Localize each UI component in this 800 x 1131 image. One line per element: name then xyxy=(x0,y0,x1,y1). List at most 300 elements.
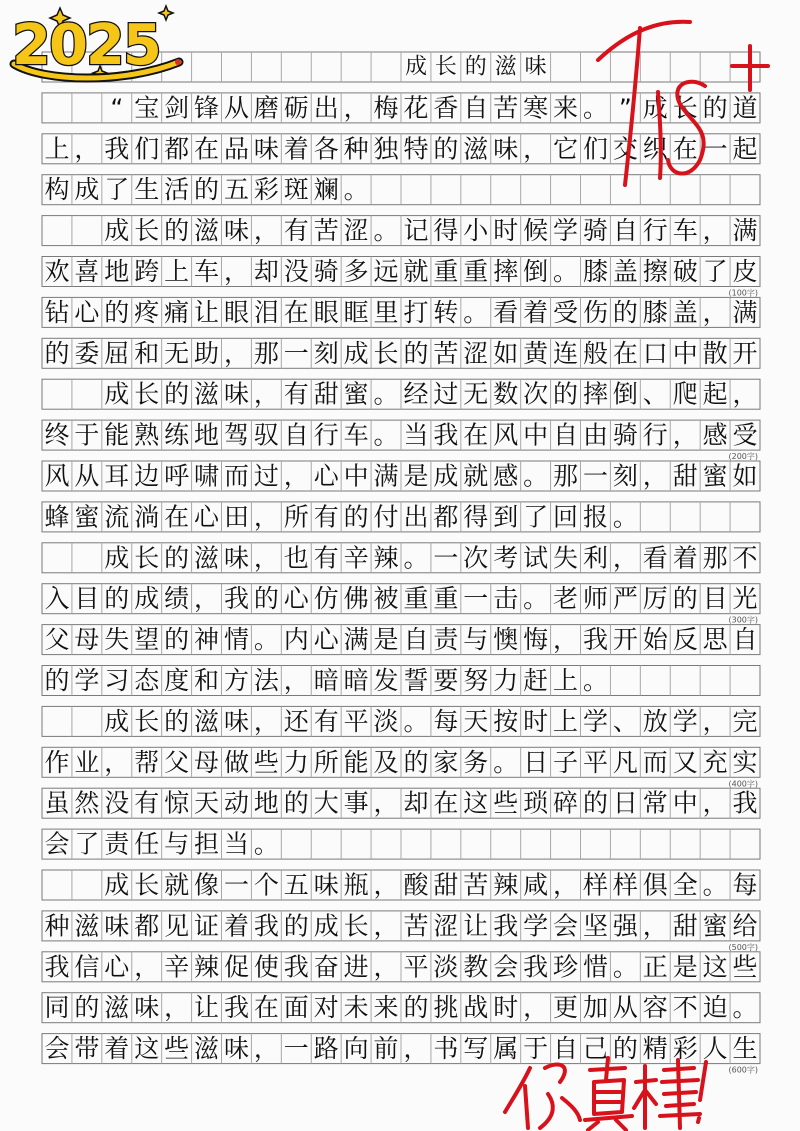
essay-char: ， xyxy=(553,870,579,900)
essay-char: 转 xyxy=(433,297,459,327)
essay-char: 味 xyxy=(493,134,519,164)
essay-char: 向 xyxy=(343,1034,369,1064)
essay-char: 痛 xyxy=(164,297,190,327)
essay-char: 涩 xyxy=(433,911,459,941)
essay-char: 道 xyxy=(732,93,758,123)
essay-char: 学 xyxy=(523,911,549,941)
essay-char: 我 xyxy=(433,420,459,450)
essay-char: 从 xyxy=(74,461,100,491)
essay-char: 懊 xyxy=(493,625,519,655)
essay-char: 着 xyxy=(104,1034,130,1064)
word-count-marker: (600字) xyxy=(728,1065,758,1075)
essay-char: 辣 xyxy=(373,543,399,573)
essay-char: 赶 xyxy=(523,666,549,695)
essay-char: 。 xyxy=(612,502,638,532)
essay-char: 和 xyxy=(194,666,220,695)
essay-char: 于 xyxy=(523,1034,549,1064)
essay-char: ， xyxy=(702,216,728,246)
essay-char: 长 xyxy=(134,706,160,736)
essay-char: 像 xyxy=(194,870,220,900)
essay-char: 得 xyxy=(463,502,489,532)
essay-char: 次 xyxy=(523,379,549,409)
essay-char: 全 xyxy=(672,870,698,900)
essay-char: 长 xyxy=(373,338,399,368)
essay-char: 。 xyxy=(493,747,519,777)
essay-char: 惜 xyxy=(582,952,608,982)
essay-char: 放 xyxy=(642,706,668,736)
essay-char: 上 xyxy=(164,257,190,286)
essay-char: 淌 xyxy=(134,502,160,532)
essay-char: 眼 xyxy=(313,297,339,327)
essay-char: 地 xyxy=(253,788,279,818)
essay-char: 的 xyxy=(44,338,70,368)
essay-title-char: 味 xyxy=(524,54,547,80)
essay-char: ， xyxy=(612,543,638,573)
essay-char: 耳 xyxy=(104,461,130,491)
essay-char: 强 xyxy=(612,911,638,941)
essay-char: ， xyxy=(134,952,160,982)
essay-char: 泪 xyxy=(253,297,279,327)
essay-char: 心 xyxy=(74,297,100,327)
essay-char: 信 xyxy=(74,952,100,982)
essay-char: 的 xyxy=(164,706,190,736)
essay-char: 击 xyxy=(493,584,519,614)
essay-char: 样 xyxy=(612,870,638,900)
essay-char: 它 xyxy=(553,134,579,164)
essay-char: 光 xyxy=(732,584,758,614)
essay-char: 我 xyxy=(44,952,70,982)
essay-char: 与 xyxy=(164,829,190,859)
essay-char: 长 xyxy=(672,93,698,123)
essay-char: 心 xyxy=(194,502,220,532)
essay-char: ， xyxy=(104,747,130,777)
essay-char: 擦 xyxy=(642,257,668,286)
essay-char: 时 xyxy=(493,216,519,246)
essay-char: 上 xyxy=(553,706,579,736)
word-count-marker: (500字) xyxy=(728,942,758,952)
essay-char: 车 xyxy=(343,420,369,450)
essay-char: 成 xyxy=(104,543,130,573)
essay-char: 付 xyxy=(373,502,399,532)
essay-char: 满 xyxy=(732,216,758,246)
essay-char: 不 xyxy=(732,543,758,573)
essay-char: 蜜 xyxy=(702,461,728,491)
essay-char: 受 xyxy=(732,420,758,450)
essay-char: 事 xyxy=(343,788,369,818)
essay-char: 所 xyxy=(313,747,339,777)
essay-char: 心 xyxy=(313,625,339,655)
essay-char: 写 xyxy=(463,1034,489,1064)
essay-char: 成 xyxy=(104,216,130,246)
essay-char: 熟 xyxy=(134,420,160,450)
essay-char: 味 xyxy=(223,543,249,573)
essay-char: 平 xyxy=(403,952,429,982)
essay-char: ， xyxy=(253,502,279,532)
essay-char: 自 xyxy=(732,625,758,655)
essay-char: 学 xyxy=(553,216,579,246)
essay-char: 我 xyxy=(223,584,249,614)
essay-char: 这 xyxy=(463,788,489,818)
essay-char: 力 xyxy=(283,747,309,777)
essay-char: 更 xyxy=(553,993,579,1023)
essay-char: 未 xyxy=(343,993,369,1023)
essay-char: 生 xyxy=(732,1034,758,1064)
essay-char: 时 xyxy=(493,993,519,1023)
essay-char: 砺 xyxy=(283,93,309,123)
essay-char: 在 xyxy=(672,134,698,164)
essay-char: 重 xyxy=(433,584,459,614)
essay-char: 散 xyxy=(702,338,728,368)
essay-char: 在 xyxy=(463,420,489,450)
essay-char: 还 xyxy=(283,706,309,736)
essay-char: ， xyxy=(672,420,698,450)
essay-char: 成 xyxy=(104,706,130,736)
essay-char: 长 xyxy=(134,543,160,573)
essay-char: 不 xyxy=(672,993,698,1023)
essay-char: 我 xyxy=(493,911,519,941)
essay-char: 见 xyxy=(164,911,190,941)
essay-char: ， xyxy=(223,338,249,368)
essay-char: 的 xyxy=(403,993,429,1023)
essay-char: 。 xyxy=(702,870,728,900)
essay-char: 成 xyxy=(343,338,369,368)
essay-char: 自 xyxy=(553,420,579,450)
essay-char: 的 xyxy=(164,543,190,573)
essay-char: 咸 xyxy=(523,870,549,900)
essay-char: 远 xyxy=(373,257,399,286)
essay-char: 了 xyxy=(104,175,130,205)
word-count-marker: (400字) xyxy=(728,779,758,789)
essay-char: 的 xyxy=(612,297,638,327)
essay-char: 满 xyxy=(373,461,399,491)
essay-char: 成 xyxy=(134,584,160,614)
essay-char: 开 xyxy=(612,625,638,655)
essay-char: 眼 xyxy=(223,297,249,327)
essay-char: 在 xyxy=(433,788,459,818)
essay-char: 啸 xyxy=(194,461,220,491)
essay-char: 在 xyxy=(283,297,309,327)
essay-char: 心 xyxy=(283,584,309,614)
essay-char: 驾 xyxy=(223,420,249,450)
essay-char: 书 xyxy=(433,1034,459,1064)
essay-char: ， xyxy=(373,870,399,900)
essay-char: 佛 xyxy=(343,584,369,614)
essay-char: 。 xyxy=(582,93,608,123)
essay-char: 了 xyxy=(74,829,100,859)
essay-char: 日 xyxy=(612,788,638,818)
essay-char: 一 xyxy=(283,1034,309,1064)
essay-char: 、 xyxy=(612,706,638,736)
essay-char: 有 xyxy=(313,502,339,532)
essay-char: 长 xyxy=(134,379,160,409)
essay-char: 悔 xyxy=(523,625,549,655)
essay-char: 那 xyxy=(553,461,579,491)
essay-title-char: 成 xyxy=(404,54,427,80)
essay-char: ， xyxy=(343,93,369,123)
essay-char: 让 xyxy=(194,993,220,1023)
essay-char: 淡 xyxy=(373,706,399,736)
essay-char: 子 xyxy=(553,747,579,777)
essay-char: 有 xyxy=(283,379,309,409)
logo-text: 2025 xyxy=(12,13,160,78)
essay-char: 战 xyxy=(463,993,489,1023)
essay-char: ， xyxy=(702,706,728,736)
essay-char: 助 xyxy=(194,338,220,368)
essay-char: 骑 xyxy=(612,420,638,450)
essay-char: 独 xyxy=(373,134,399,164)
essay-char: 在 xyxy=(164,502,190,532)
essay-char: ， xyxy=(253,706,279,736)
essay-title-char: 滋 xyxy=(494,54,517,80)
essay-char: 会 xyxy=(553,911,579,941)
essay-char: 挑 xyxy=(433,993,459,1023)
essay-char: 担 xyxy=(194,829,220,859)
essay-char: 彩 xyxy=(672,1034,698,1064)
essay-char: 苦 xyxy=(463,870,489,900)
essay-char: 味 xyxy=(104,911,130,941)
essay-char: 生 xyxy=(134,175,160,205)
essay-char: 迫 xyxy=(702,993,728,1023)
word-count-marker: (300字) xyxy=(728,615,758,625)
essay-char: 上 xyxy=(44,134,70,164)
essay-char: 们 xyxy=(582,134,608,164)
essay-char: ， xyxy=(642,911,668,941)
essay-char: ， xyxy=(403,1034,429,1064)
essay-char: 学 xyxy=(672,706,698,736)
essay-char: 的 xyxy=(253,584,279,614)
essay-char: 成 xyxy=(313,911,339,941)
essay-char: 。 xyxy=(253,625,279,655)
essay-char: ， xyxy=(164,993,190,1023)
essay-char: 交 xyxy=(612,134,638,164)
essay-char: 苦 xyxy=(493,93,519,123)
essay-char: 的 xyxy=(283,788,309,818)
essay-char: 我 xyxy=(283,952,309,982)
essay-char: “ xyxy=(110,93,124,123)
essay-char: 过 xyxy=(433,379,459,409)
essay-char: ， xyxy=(642,461,668,491)
essay-char: 滋 xyxy=(194,543,220,573)
essay-char: 。 xyxy=(253,829,279,859)
essay-char: 味 xyxy=(253,134,279,164)
essay-char: 方 xyxy=(223,666,249,695)
essay-char: 宝 xyxy=(134,93,160,123)
essay-char: 。 xyxy=(403,543,429,573)
essay-char: 能 xyxy=(104,420,130,450)
essay-char: 品 xyxy=(223,134,249,164)
essay-char: 滋 xyxy=(104,993,130,1023)
essay-char: 。 xyxy=(373,420,399,450)
essay-char: 的 xyxy=(343,502,369,532)
essay-char: 滋 xyxy=(74,911,100,941)
essay-char: 当 xyxy=(403,420,429,450)
essay-char: 织 xyxy=(642,134,668,164)
essay-char: 终 xyxy=(44,420,70,450)
essay-char: 疼 xyxy=(134,297,160,327)
essay-char: 仿 xyxy=(313,584,339,614)
essay-char: 凡 xyxy=(612,747,638,777)
essay-char: 自 xyxy=(403,625,429,655)
essay-char: 彩 xyxy=(253,175,279,205)
essay-char: 严 xyxy=(612,584,638,614)
essay-char: 如 xyxy=(732,461,758,491)
essay-char: 长 xyxy=(343,911,369,941)
essay-char: 些 xyxy=(253,747,279,777)
essay-char: 种 xyxy=(44,911,70,941)
essay-char: 重 xyxy=(433,257,459,286)
essay-char: 地 xyxy=(104,257,130,286)
essay-char: 行 xyxy=(642,420,668,450)
essay-char: 是 xyxy=(373,625,399,655)
essay-char: 暗 xyxy=(313,666,339,695)
grade-comment-mark xyxy=(505,1058,706,1130)
essay-char: 作 xyxy=(44,747,70,777)
essay-char: 小 xyxy=(463,216,489,246)
essay-char: 我 xyxy=(582,625,608,655)
essay-char: 。 xyxy=(523,461,549,491)
essay-char: 自 xyxy=(553,1034,579,1064)
essay-char: 绩 xyxy=(164,584,190,614)
essay-char: 成 xyxy=(104,379,130,409)
word-count-marker: (200字) xyxy=(728,452,758,462)
essay-char: 皮 xyxy=(732,257,758,286)
essay-char: 连 xyxy=(553,338,579,368)
essay-char: 入 xyxy=(44,584,70,614)
essay-char: 寒 xyxy=(523,93,549,123)
essay-char: 又 xyxy=(672,747,698,777)
essay-char: 都 xyxy=(164,134,190,164)
essay-char: 里 xyxy=(373,297,399,327)
essay-char: 了 xyxy=(523,502,549,532)
essay-char: 们 xyxy=(134,134,160,164)
essay-char: 刻 xyxy=(612,461,638,491)
essay-char: 望 xyxy=(134,625,160,655)
essay-char: 边 xyxy=(134,461,160,491)
essay-char: 我 xyxy=(253,911,279,941)
essay-char: 是 xyxy=(672,952,698,982)
essay-char: 每 xyxy=(732,870,758,900)
essay-char: 大 xyxy=(313,788,339,818)
essay-char: 就 xyxy=(463,461,489,491)
essay-char: 态 xyxy=(134,666,160,695)
essay-char: 报 xyxy=(582,502,608,532)
essay-char: 人 xyxy=(702,1034,728,1064)
essay-char: 的 xyxy=(104,297,130,327)
essay-char: 梅 xyxy=(373,93,399,123)
essay-char: 神 xyxy=(194,625,220,655)
essay-char: 味 xyxy=(223,1034,249,1064)
essay-char: 暗 xyxy=(343,666,369,695)
essay-char: 个 xyxy=(253,870,279,900)
essay-char: 实 xyxy=(732,747,758,777)
essay-char: 完 xyxy=(732,706,758,736)
essay-char: 母 xyxy=(194,747,220,777)
essay-char: 长 xyxy=(134,870,160,900)
essay-char: 出 xyxy=(403,502,429,532)
essay-char: 瓶 xyxy=(343,870,369,900)
essay-char: 上 xyxy=(553,666,579,695)
essay-char: 。 xyxy=(612,952,638,982)
essay-char: 盖 xyxy=(672,297,698,327)
essay-char: 流 xyxy=(104,502,130,532)
essay-char: 就 xyxy=(403,257,429,286)
essay-char: 数 xyxy=(493,379,519,409)
essay-char: 斓 xyxy=(313,175,339,205)
essay-char: 黄 xyxy=(523,338,549,368)
essay-char: 甜 xyxy=(313,379,339,409)
essay-char: ， xyxy=(283,666,309,695)
essay-char: 辛 xyxy=(164,952,190,982)
essay-char: 试 xyxy=(523,543,549,573)
essay-char: 。 xyxy=(523,584,549,614)
essay-char: 会 xyxy=(493,952,519,982)
essay-char: 精 xyxy=(642,1034,668,1064)
essay-char: 。 xyxy=(403,706,429,736)
essay-char: 法 xyxy=(253,666,279,695)
essay-char: 的 xyxy=(44,666,70,695)
essay-char: 味 xyxy=(313,870,339,900)
essay-char: 蜂 xyxy=(44,502,70,532)
essay-char: 构 xyxy=(44,175,70,205)
essay-char: 膝 xyxy=(642,297,668,327)
essay-char: 摔 xyxy=(582,379,608,409)
essay-char: 奋 xyxy=(313,952,339,982)
essay-char: 成 xyxy=(104,870,130,900)
essay-char: 天 xyxy=(463,706,489,736)
essay-char: 滋 xyxy=(194,706,220,736)
essay-char: 了 xyxy=(702,257,728,286)
essay-char: 甜 xyxy=(672,911,698,941)
essay-char: 反 xyxy=(672,625,698,655)
essay-char: 成 xyxy=(74,175,100,205)
essay-char: 是 xyxy=(403,461,429,491)
essay-char: 带 xyxy=(74,1034,100,1064)
essay-char: ， xyxy=(702,297,728,327)
essay-char: 看 xyxy=(493,297,519,327)
essay-char: 帮 xyxy=(134,747,160,777)
essay-char: 母 xyxy=(74,625,100,655)
essay-char: 的 xyxy=(283,911,309,941)
essay-char: 膝 xyxy=(582,257,608,286)
essay-char: 感 xyxy=(702,420,728,450)
essay-char: 失 xyxy=(553,543,579,573)
essay-char: 练 xyxy=(164,420,190,450)
essay-char: ， xyxy=(253,216,279,246)
essay-char: 屈 xyxy=(104,338,130,368)
essay-char: 的 xyxy=(164,379,190,409)
essay-char: 在 xyxy=(612,338,638,368)
essay-char: 来 xyxy=(373,993,399,1023)
essay-char: ， xyxy=(523,993,549,1023)
essay-char: 由 xyxy=(582,420,608,450)
essay-char: 委 xyxy=(74,338,100,368)
essay-char: 倒 xyxy=(523,257,549,286)
essay-char: 重 xyxy=(463,257,489,286)
essay-char: 行 xyxy=(642,216,668,246)
essay-char: 起 xyxy=(702,379,728,409)
essay-char: 特 xyxy=(403,134,429,164)
essay-char: 父 xyxy=(44,625,70,655)
essay-char: 一 xyxy=(433,543,459,573)
essay-char: 就 xyxy=(164,870,190,900)
essay-char: 责 xyxy=(433,625,459,655)
essay-char: 。 xyxy=(732,993,758,1023)
essay-char: 任 xyxy=(134,829,160,859)
essay-char: 父 xyxy=(164,747,190,777)
essay-title-char: 的 xyxy=(464,54,487,80)
essay-char: 我 xyxy=(104,134,130,164)
essay-char: 这 xyxy=(702,952,728,982)
